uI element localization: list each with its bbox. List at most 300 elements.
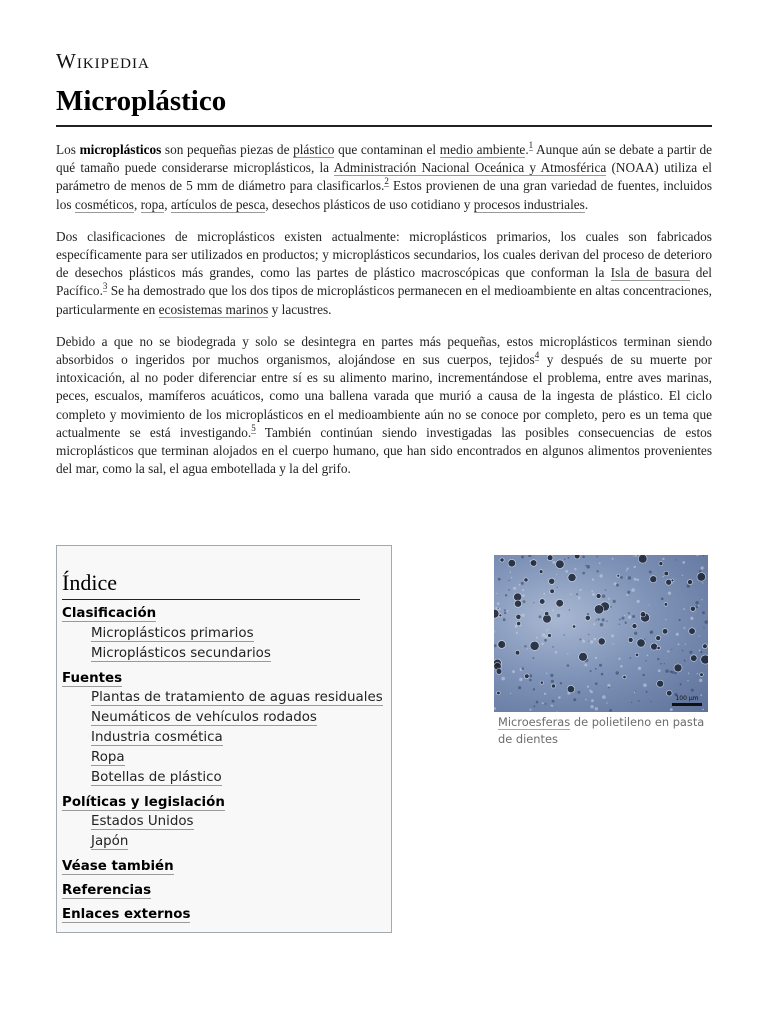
microbead-particle	[500, 558, 504, 562]
micrograph-speck	[643, 674, 645, 676]
micrograph-speck	[596, 570, 598, 572]
ref-4[interactable]: 4	[534, 350, 540, 361]
micrograph-speck	[595, 707, 598, 710]
micrograph-speck	[521, 556, 524, 559]
micrograph-speck	[541, 609, 543, 611]
micrograph-speck	[680, 683, 682, 685]
micrograph-speck	[586, 565, 590, 569]
micrograph-speck	[626, 594, 628, 596]
micrograph-speck	[628, 616, 631, 619]
micrograph-speck	[645, 660, 646, 661]
microbead-particle	[530, 560, 537, 567]
link-ropa[interactable]: ropa	[140, 196, 165, 212]
micrograph-speck	[620, 576, 623, 579]
microbead-particle	[585, 615, 590, 620]
micrograph-speck	[634, 632, 637, 635]
micrograph-speck	[589, 690, 591, 692]
micrograph-speck	[600, 623, 603, 626]
micrograph-speck	[702, 582, 703, 583]
micrograph-speck	[685, 644, 686, 645]
toc-item-japon[interactable]: Japón	[91, 834, 129, 849]
micrograph-speck	[701, 599, 702, 600]
micrograph-speck	[536, 637, 538, 639]
micrograph-speck	[650, 701, 651, 702]
micrograph-texture	[494, 555, 708, 712]
toc-title: Índice	[62, 570, 360, 600]
micrograph-speck	[508, 580, 509, 581]
micrograph-speck	[590, 670, 592, 672]
micrograph-speck	[683, 608, 685, 610]
micrograph-speck	[565, 570, 568, 573]
micrograph-speck	[599, 664, 602, 667]
micrograph-speck	[628, 612, 630, 614]
micrograph-speck	[624, 615, 625, 616]
micrograph-speck	[507, 610, 509, 612]
micrograph-speck	[567, 664, 570, 667]
micrograph-speck	[602, 595, 605, 598]
micrograph-speck	[705, 620, 708, 623]
micrograph-speck	[494, 630, 495, 632]
article-body	[56, 141, 712, 492]
micrograph-speck	[567, 653, 568, 654]
microbead-particle	[596, 594, 601, 599]
micrograph-speck	[678, 643, 680, 645]
micrograph-speck	[608, 598, 610, 600]
micrograph-speck	[521, 582, 524, 585]
micrograph-speck	[627, 591, 630, 594]
micrograph-speck	[690, 617, 693, 620]
micrograph-speck	[700, 694, 702, 696]
micrograph-speck	[658, 669, 661, 672]
micrograph-speck	[542, 633, 546, 637]
micrograph-speck	[649, 571, 652, 574]
micrograph-speck	[602, 618, 605, 621]
microbead-particle	[567, 685, 574, 692]
micrograph-speck	[670, 708, 673, 711]
micrograph-speck	[606, 702, 607, 703]
microbead-particle	[671, 579, 674, 582]
toc-item-plantas-tratamiento[interactable]: Plantas de tratamiento de aguas residuales	[91, 690, 383, 705]
micrograph-speck	[667, 650, 669, 652]
micrograph-speck	[596, 556, 598, 558]
micrograph-speck	[664, 663, 665, 664]
micrograph-speck	[528, 555, 531, 557]
micrograph-speck	[657, 658, 659, 660]
micrograph-speck	[557, 614, 560, 617]
micrograph-speck	[569, 609, 570, 610]
microbead-particle	[632, 624, 637, 629]
micrograph-speck	[619, 619, 621, 621]
micrograph-speck	[682, 561, 685, 564]
micrograph-speck	[646, 691, 648, 693]
micrograph-speck	[702, 611, 705, 614]
micrograph-speck	[638, 700, 640, 702]
micrograph-speck	[626, 568, 628, 570]
micrograph-speck	[512, 670, 515, 673]
toc-item-neumaticos[interactable]: Neumáticos de vehículos rodados	[91, 710, 317, 725]
micrograph-speck	[522, 589, 524, 591]
microbead-particle	[628, 637, 633, 642]
page-title: Microplástico	[56, 85, 227, 117]
micrograph-speck	[591, 590, 593, 592]
micrograph-speck	[596, 620, 597, 621]
micrograph-speck	[590, 640, 593, 643]
microbeads-micrograph[interactable]	[494, 555, 708, 712]
micrograph-speck	[585, 699, 587, 701]
micrograph-speck	[560, 682, 562, 684]
micrograph-speck	[556, 711, 557, 712]
micrograph-speck	[610, 606, 612, 608]
micrograph-speck	[573, 698, 576, 701]
microbead-particle	[640, 612, 645, 617]
micrograph-speck	[611, 634, 614, 637]
microbead-particle	[549, 578, 555, 584]
microbead-particle	[651, 643, 658, 650]
micrograph-speck	[608, 687, 610, 689]
micrograph-speck	[647, 655, 649, 657]
microbead-particle	[623, 675, 626, 678]
micrograph-speck	[697, 673, 698, 674]
micrograph-speck	[513, 587, 516, 590]
toc-item-fuentes[interactable]: Fuentes	[62, 671, 123, 686]
micrograph-speck	[650, 631, 653, 634]
micrograph-speck	[529, 709, 531, 711]
micrograph-speck	[588, 634, 589, 635]
micrograph-speck	[588, 641, 589, 642]
micrograph-speck	[578, 596, 581, 599]
scale-bar	[672, 703, 702, 706]
micrograph-speck	[510, 571, 512, 573]
micrograph-speck	[592, 578, 594, 580]
micrograph-speck	[634, 691, 636, 693]
microbead-particle	[664, 571, 669, 576]
micrograph-speck	[556, 574, 557, 575]
micrograph-speck	[590, 705, 593, 708]
micrograph-speck	[671, 671, 674, 674]
micrograph-speck	[662, 576, 664, 578]
micrograph-speck	[674, 672, 677, 675]
micrograph-speck	[518, 686, 521, 689]
micrograph-speck	[529, 679, 532, 682]
microbead-particle	[539, 570, 543, 574]
microbead-particle	[598, 638, 605, 645]
micrograph-speck	[643, 683, 647, 687]
micrograph-speck	[595, 682, 598, 685]
toc-item-ropa[interactable]: Ropa	[91, 750, 125, 765]
micrograph-speck	[522, 594, 525, 597]
micrograph-speck	[634, 566, 636, 568]
micrograph-speck	[587, 686, 589, 688]
micrograph-speck	[700, 651, 702, 653]
micrograph-speck	[504, 609, 506, 611]
micrograph-speck	[552, 609, 554, 611]
paragraph-effects: Debido a que no se biodegrada y solo se desintegra en partes más pequeñas, estos microplásticos terminan siendo absorbidos o ingeridos por muchos organismos, alojándose en sus cuerpos, tejidos$^4$ y después de su muerte por intoxicación, al no poder diferenciar entre sí es su alimento marino, incrementándose el problema, entre aves marinas, peces, escualos, mamíferos acuáticos, como una ballena varada que murió a causa de la ingesta de plástico. El ciclo completo y movimiento de los microplásticos en el medioambiente aún no se conoce por completo, pero es un tema que actualmente se está investigando.$^5$ También continúan siendo investigadas las posibles consecuencias de estos microplásticos que terminan alojados en el cuerpo humano, que han sido encontrados en algunos alimentos provenientes del mar, como la sal, el agua embotellada y la del grifo.	[56, 333, 712, 477]
micrograph-speck	[676, 633, 679, 636]
link-articulos-de-pesca[interactable]: artículos de pesca	[170, 196, 266, 212]
microbead-particle	[514, 600, 521, 607]
microbead-particle	[617, 574, 620, 577]
micrograph-speck	[593, 623, 595, 625]
micrograph-speck	[533, 657, 535, 659]
microbead-particle	[548, 634, 552, 638]
wikipedia-logo[interactable]: Wikipedia	[56, 49, 150, 73]
microbead-particle	[594, 605, 603, 614]
micrograph-speck	[620, 665, 623, 668]
micrograph-speck	[552, 561, 555, 564]
micrograph-speck	[579, 639, 581, 641]
micrograph-speck	[606, 621, 607, 622]
microbead-particle	[667, 690, 673, 696]
microbead-particle	[499, 614, 502, 617]
micrograph-speck	[536, 701, 539, 704]
microbead-particle	[568, 573, 576, 581]
micrograph-speck	[539, 615, 542, 618]
paragraph-classification: Dos clasificaciones de microplásticos existen actualmente: microplásticos primarios, los cuales son fabricados específicamente para ser utilizados en productos; y microplásticos secundarios, los cuales derivan del proceso de deterioro de desechos plásticos más grandes, como las partes de plástico macroscópicas que conforman la Isla de basura del Pacífico.$^3$ Se ha demostrado que los dos tipos de microplásticos permanecen en el medioambiente en altas concentraciones, particularmente en ecosistemas marinos y lacustres.	[56, 228, 712, 317]
link-isla-de-basura[interactable]: Isla de basura	[610, 265, 690, 281]
micrograph-speck	[595, 657, 597, 659]
micrograph-speck	[601, 673, 604, 676]
microbead-particle	[494, 609, 499, 618]
link-plastico[interactable]: plástico	[293, 142, 335, 157]
micrograph-speck	[634, 578, 637, 581]
micrograph-speck	[594, 638, 597, 641]
microbead-particle	[662, 629, 668, 635]
micrograph-speck	[504, 612, 506, 614]
microbead-particle	[530, 641, 539, 650]
micrograph-speck	[501, 677, 505, 681]
toc-item-politicas-y-legislacion[interactable]: Políticas y legislación	[62, 795, 225, 810]
micrograph-speck	[613, 600, 616, 603]
ref-2[interactable]: 2	[384, 176, 389, 187]
micrograph-speck	[552, 646, 554, 648]
micrograph-speck	[552, 700, 555, 703]
microbead-particle	[688, 580, 693, 585]
micrograph-speck	[622, 617, 625, 620]
title-divider	[56, 125, 712, 127]
micrograph-speck	[576, 593, 578, 595]
microbead-particle	[701, 655, 708, 664]
micrograph-speck	[633, 556, 634, 557]
microbead-particle	[703, 644, 708, 649]
microbead-particle	[572, 625, 575, 628]
microbead-particle	[657, 680, 664, 687]
micrograph-speck	[619, 624, 620, 625]
micrograph-speck	[662, 558, 664, 560]
micrograph-speck	[533, 705, 535, 707]
micrograph-speck	[702, 709, 704, 711]
microbead-particle	[659, 562, 663, 566]
microbead-particle	[524, 578, 528, 582]
bold-term: microplásticos	[79, 142, 162, 157]
micrograph-speck	[533, 602, 534, 603]
microbead-particle	[697, 573, 706, 582]
link-procesos-industriales[interactable]: procesos industriales	[473, 196, 585, 212]
micrograph-speck	[688, 673, 690, 675]
micrograph-speck	[626, 570, 627, 571]
micrograph-speck	[687, 680, 688, 681]
micrograph-speck	[631, 588, 635, 592]
micrograph-speck	[555, 651, 558, 654]
micrograph-speck	[544, 639, 547, 642]
micrograph-speck	[577, 691, 580, 694]
microbead-particle	[547, 555, 553, 561]
microbead-particle	[691, 655, 698, 662]
micrograph-speck	[511, 577, 513, 579]
micrograph-speck	[544, 693, 546, 695]
micrograph-speck	[546, 673, 547, 674]
microbead-particle	[637, 639, 645, 647]
ref-1[interactable]: 1	[528, 140, 534, 150]
micrograph-speck	[605, 589, 606, 590]
micrograph-speck	[545, 703, 547, 705]
micrograph-speck	[689, 651, 692, 654]
micrograph-speck	[551, 705, 553, 707]
microbead-particle	[508, 559, 516, 567]
micrograph-speck	[503, 618, 506, 621]
micrograph-speck	[665, 619, 666, 620]
micrograph-speck	[585, 565, 586, 566]
micrograph-speck	[675, 559, 676, 560]
ref-5[interactable]: 5	[251, 422, 256, 433]
micrograph-speck	[542, 702, 544, 704]
micrograph-speck	[631, 702, 632, 703]
table-of-contents	[56, 545, 392, 933]
toc-item-microplasticos-primarios[interactable]: Microplásticos primarios	[91, 626, 254, 641]
micrograph-speck	[632, 615, 635, 618]
micrograph-speck	[584, 664, 587, 667]
micrograph-speck	[683, 627, 685, 629]
paragraph-intro: Los microplásticos son pequeñas piezas de plástico que contaminan el medio ambiente.$^1$ Aunque aún se debate a partir de qué tamaño puede considerarse microplásticos, la Administración Nacional Oceánica y Atmosférica (NOAA) utiliza el parámetro de menos de 5 mm de diámetro para clasificarlos.$^2$ Estos provienen de una gran variedad de fuentes, incluidos los cosméticos, ropa, artículos de pesca, desechos plásticos de uso cotidiano y procesos industriales.	[56, 140, 713, 212]
microbead-particle	[657, 646, 660, 649]
microbead-particle	[579, 652, 588, 661]
toc-item-enlaces-externos[interactable]: Enlaces externos	[62, 907, 191, 922]
link-medio-ambiente[interactable]: medio ambiente	[439, 142, 526, 157]
microbead-particle	[689, 628, 696, 635]
microbead-particle	[664, 603, 668, 607]
micrograph-speck	[597, 618, 599, 620]
micrograph-speck	[550, 674, 553, 677]
micrograph-speck	[701, 566, 704, 569]
microbead-particle	[539, 599, 545, 605]
micrograph-speck	[684, 660, 686, 662]
microbead-particle	[638, 555, 647, 563]
micrograph-speck	[570, 593, 572, 595]
micrograph-speck	[703, 627, 704, 628]
toc-item-vease-tambien[interactable]: Véase también	[62, 859, 174, 874]
micrograph-speck	[696, 605, 699, 608]
micrograph-speck	[671, 649, 672, 650]
micrograph-speck	[568, 557, 570, 559]
toc-item-industria-cosmetica[interactable]: Industria cosmética	[91, 730, 223, 745]
microbead-particle	[650, 576, 657, 583]
figure-microbeads	[494, 555, 710, 748]
micrograph-speck	[591, 699, 594, 702]
micrograph-speck	[510, 693, 511, 694]
micrograph-speck	[497, 608, 499, 610]
microbead-particle	[550, 589, 555, 594]
micrograph-speck	[574, 568, 576, 570]
microbead-particle	[496, 669, 502, 675]
micrograph-speck	[628, 576, 631, 579]
micrograph-speck	[682, 650, 684, 652]
micrograph-speck	[582, 572, 585, 575]
microbead-particle	[690, 606, 695, 611]
micrograph-speck	[582, 556, 585, 559]
micrograph-speck	[519, 678, 522, 681]
microbead-particle	[515, 650, 520, 655]
link-cosmeticos[interactable]: cosméticos	[74, 196, 134, 212]
microbead-particle	[498, 641, 506, 649]
micrograph-speck	[551, 680, 554, 683]
micrograph-speck	[599, 574, 602, 577]
micrograph-speck	[527, 648, 528, 649]
micrograph-speck	[494, 644, 497, 647]
microbead-particle	[674, 664, 682, 672]
micrograph-speck	[626, 577, 627, 578]
micrograph-speck	[508, 589, 510, 591]
micrograph-speck	[679, 619, 681, 621]
micrograph-speck	[649, 605, 650, 606]
micrograph-speck	[637, 600, 640, 603]
toc-item-referencias[interactable]: Referencias	[62, 883, 152, 898]
microbead-particle	[524, 674, 529, 679]
micrograph-speck	[523, 600, 526, 603]
micrograph-speck	[635, 555, 637, 557]
link-noaa[interactable]: Administración Nacional Oceánica y Atmosférica	[333, 160, 607, 176]
micrograph-speck	[602, 695, 606, 699]
micrograph-speck	[557, 587, 558, 588]
microbead-particle	[540, 681, 543, 684]
micrograph-speck	[521, 667, 524, 670]
micrograph-speck	[529, 674, 532, 677]
micrograph-speck	[668, 592, 671, 595]
toc-item-estados-unidos[interactable]: Estados Unidos	[91, 814, 194, 829]
toc-item-microplasticos-secundarios[interactable]: Microplásticos secundarios	[91, 646, 271, 661]
microbead-particle	[574, 555, 580, 559]
micrograph-speck	[695, 601, 698, 604]
toc-item-clasificacion[interactable]: Clasificación	[62, 606, 157, 621]
micrograph-speck	[612, 643, 613, 644]
micrograph-speck	[599, 562, 601, 564]
micrograph-speck	[699, 679, 702, 682]
microbead-particle	[551, 684, 555, 688]
micrograph-speck	[612, 558, 614, 560]
micrograph-speck	[638, 667, 641, 670]
ref-3[interactable]: 3	[102, 281, 108, 292]
micrograph-speck	[558, 696, 561, 699]
micrograph-speck	[625, 622, 627, 624]
toc-item-botellas-de-plastico[interactable]: Botellas de plástico	[91, 770, 222, 785]
microbead-particle	[517, 622, 521, 626]
micrograph-speck	[703, 555, 704, 556]
micrograph-speck	[498, 578, 501, 581]
micrograph-speck	[496, 593, 497, 594]
micrograph-speck	[548, 629, 549, 630]
micrograph-speck	[564, 559, 565, 560]
micrograph-speck	[696, 555, 698, 556]
micrograph-speck	[564, 634, 565, 635]
micrograph-speck	[630, 657, 632, 659]
micrograph-speck	[546, 630, 547, 631]
micrograph-speck	[660, 663, 662, 665]
micrograph-speck	[665, 669, 668, 672]
micrograph-speck	[661, 597, 664, 600]
micrograph-speck	[616, 584, 619, 587]
link-ecosistemas-marinos[interactable]: ecosistemas marinos	[158, 301, 269, 317]
link-microesferas[interactable]: Microesferas	[498, 715, 571, 729]
micrograph-speck	[524, 645, 526, 647]
microbead-particle	[516, 614, 521, 619]
